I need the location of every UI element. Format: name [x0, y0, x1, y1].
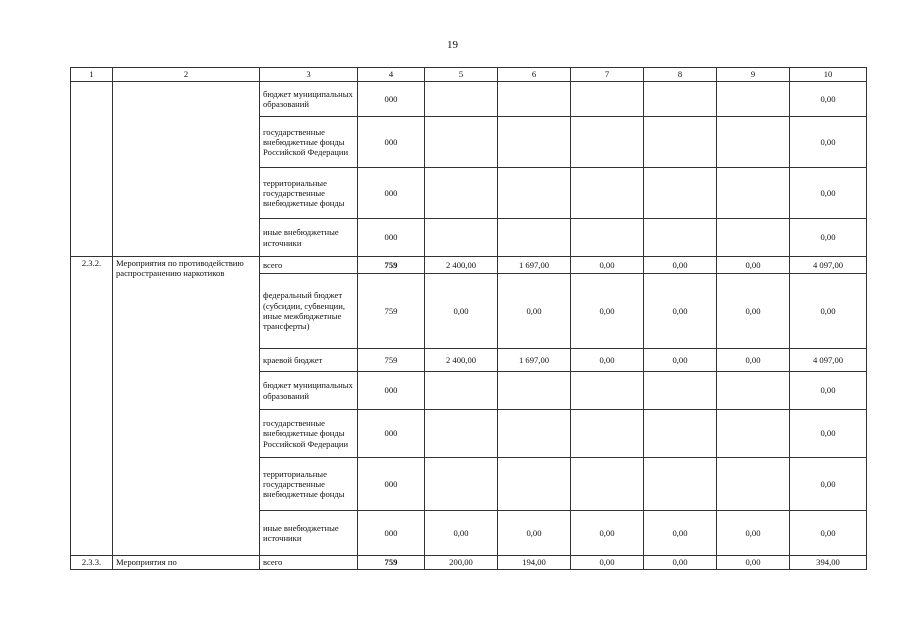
value-cell-c7: [571, 117, 644, 168]
value-cell-c8: [644, 117, 717, 168]
table-row: [71, 257, 867, 274]
value-cell-c8: [644, 410, 717, 458]
value-cell-c8: 0,00: [644, 556, 717, 570]
value-cell-c5: [425, 410, 498, 458]
value-cell-c8: 0,00: [644, 349, 717, 372]
source-cell: всего: [260, 257, 358, 274]
value-cell-c10: 4 097,00: [790, 257, 867, 274]
code-cell: 2.3.3.: [71, 556, 113, 570]
value-cell-c6: [498, 410, 571, 458]
value-cell-c7: 0,00: [571, 511, 644, 556]
value-cell-c7: 0,00: [571, 556, 644, 570]
value-cell-c6: [498, 458, 571, 511]
value-cell-c6: 1 697,00: [498, 349, 571, 372]
budget-table: [70, 67, 867, 570]
value-cell-c5: [425, 458, 498, 511]
value-cell-c9: 0,00: [717, 257, 790, 274]
value-cell-c4: 000: [358, 458, 425, 511]
value-cell-c5: 2 400,00: [425, 349, 498, 372]
value-cell-c10: 0,00: [790, 82, 867, 117]
value-cell-c7: [571, 82, 644, 117]
table-row: [71, 82, 867, 117]
code-cell: [71, 82, 113, 257]
value-cell-c10: 0,00: [790, 372, 867, 410]
value-cell-c4: 000: [358, 410, 425, 458]
value-cell-c10: 394,00: [790, 556, 867, 570]
table-body: [71, 68, 867, 570]
value-cell-c6: [498, 117, 571, 168]
value-cell-c8: [644, 168, 717, 219]
name-cell: [113, 82, 260, 257]
value-cell-c6: 0,00: [498, 274, 571, 349]
value-cell-c8: 0,00: [644, 257, 717, 274]
name-cell: Мероприятия по противодействию распространению наркотиков: [113, 257, 260, 556]
header-row: [71, 68, 867, 82]
value-cell-c7: [571, 372, 644, 410]
value-cell-c5: 2 400,00: [425, 257, 498, 274]
value-cell-c7: [571, 168, 644, 219]
header-cell: 5: [425, 68, 498, 82]
header-cell: 7: [571, 68, 644, 82]
value-cell-c7: 0,00: [571, 257, 644, 274]
code-cell: 2.3.2.: [71, 257, 113, 556]
value-cell-c10: 0,00: [790, 168, 867, 219]
value-cell-c5: 200,00: [425, 556, 498, 570]
value-cell-c8: 0,00: [644, 274, 717, 349]
value-cell-c5: [425, 168, 498, 219]
source-cell: иные внебюджетные источники: [260, 219, 358, 257]
value-cell-c5: [425, 219, 498, 257]
source-cell: территориальные государственные внебюджетные фонды: [260, 458, 358, 511]
source-cell: бюджет муниципальных образований: [260, 372, 358, 410]
value-cell-c8: [644, 219, 717, 257]
value-cell-c10: 4 097,00: [790, 349, 867, 372]
value-cell-c9: [717, 219, 790, 257]
value-cell-c9: 0,00: [717, 274, 790, 349]
header-cell: 3: [260, 68, 358, 82]
value-cell-c7: [571, 410, 644, 458]
source-cell: иные внебюджетные источники: [260, 511, 358, 556]
name-cell: Мероприятия по: [113, 556, 260, 570]
source-cell: федеральный бюджет (субсидии, субвенции, иные межбюджетные трансферты): [260, 274, 358, 349]
value-cell-c6: 194,00: [498, 556, 571, 570]
value-cell-c9: [717, 458, 790, 511]
value-cell-c7: [571, 458, 644, 511]
header-cell: 4: [358, 68, 425, 82]
header-cell: 1: [71, 68, 113, 82]
value-cell-c8: [644, 458, 717, 511]
value-cell-c4: 759: [358, 257, 425, 274]
value-cell-c6: [498, 372, 571, 410]
value-cell-c8: 0,00: [644, 511, 717, 556]
source-cell: государственные внебюджетные фонды Российской Федерации: [260, 410, 358, 458]
source-cell: государственные внебюджетные фонды Российской Федерации: [260, 117, 358, 168]
value-cell-c9: [717, 410, 790, 458]
value-cell-c6: [498, 168, 571, 219]
value-cell-c4: 759: [358, 274, 425, 349]
source-cell: краевой бюджет: [260, 349, 358, 372]
value-cell-c7: 0,00: [571, 274, 644, 349]
value-cell-c9: [717, 168, 790, 219]
value-cell-c10: 0,00: [790, 458, 867, 511]
value-cell-c4: 000: [358, 219, 425, 257]
value-cell-c4: 000: [358, 82, 425, 117]
value-cell-c5: 0,00: [425, 274, 498, 349]
source-cell: бюджет муниципальных образований: [260, 82, 358, 117]
value-cell-c4: 000: [358, 372, 425, 410]
header-cell: 8: [644, 68, 717, 82]
value-cell-c8: [644, 372, 717, 410]
value-cell-c5: [425, 372, 498, 410]
value-cell-c6: 0,00: [498, 511, 571, 556]
value-cell-c5: 0,00: [425, 511, 498, 556]
value-cell-c8: [644, 82, 717, 117]
value-cell-c6: [498, 82, 571, 117]
table-row: [71, 556, 867, 570]
page-number: 19: [447, 39, 458, 51]
value-cell-c7: 0,00: [571, 349, 644, 372]
value-cell-c10: 0,00: [790, 219, 867, 257]
value-cell-c5: [425, 117, 498, 168]
value-cell-c9: 0,00: [717, 349, 790, 372]
value-cell-c5: [425, 82, 498, 117]
value-cell-c9: [717, 82, 790, 117]
header-cell: 6: [498, 68, 571, 82]
value-cell-c4: 759: [358, 556, 425, 570]
value-cell-c6: [498, 219, 571, 257]
value-cell-c6: 1 697,00: [498, 257, 571, 274]
value-cell-c9: 0,00: [717, 511, 790, 556]
value-cell-c10: 0,00: [790, 410, 867, 458]
value-cell-c4: 000: [358, 117, 425, 168]
source-cell: всего: [260, 556, 358, 570]
header-cell: 9: [717, 68, 790, 82]
source-cell: территориальные государственные внебюджетные фонды: [260, 168, 358, 219]
value-cell-c4: 759: [358, 349, 425, 372]
value-cell-c10: 0,00: [790, 274, 867, 349]
header-cell: 10: [790, 68, 867, 82]
value-cell-c9: [717, 372, 790, 410]
value-cell-c4: 000: [358, 511, 425, 556]
value-cell-c10: 0,00: [790, 117, 867, 168]
header-cell: 2: [113, 68, 260, 82]
value-cell-c9: 0,00: [717, 556, 790, 570]
value-cell-c4: 000: [358, 168, 425, 219]
value-cell-c7: [571, 219, 644, 257]
value-cell-c10: 0,00: [790, 511, 867, 556]
value-cell-c9: [717, 117, 790, 168]
